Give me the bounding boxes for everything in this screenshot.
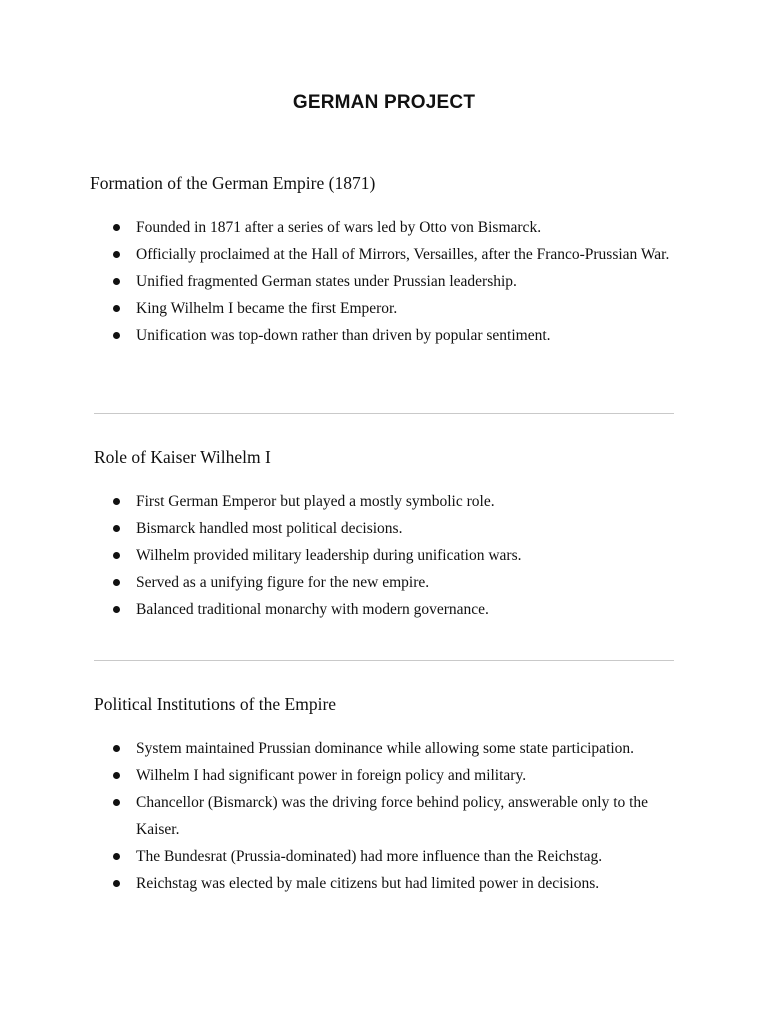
bullet-list [0, 488, 768, 623]
section-formation [0, 172, 768, 349]
section-divider [94, 413, 674, 414]
list-item-text: King Wilhelm I became the first Emperor. [136, 300, 398, 317]
bullet-icon [113, 745, 120, 752]
list-item-text: Chancellor (Bismarck) was the driving force behind policy, answerable only to the Kaiser. [136, 794, 649, 838]
list-item-text: Founded in 1871 after a series of wars led by Otto von Bismarck. [136, 219, 542, 236]
bullet-icon [113, 498, 120, 505]
bullet-icon [113, 772, 120, 779]
list-item [0, 735, 682, 762]
list-item [0, 214, 682, 241]
list-item [0, 569, 682, 596]
bullet-list [0, 214, 768, 349]
list-item-text: Officially proclaimed at the Hall of Mirrors, Versailles, after the Franco-Prussian War. [136, 246, 670, 263]
list-item-text: Unification was top-down rather than driven by popular sentiment. [136, 327, 551, 344]
list-item-text: Served as a unifying figure for the new empire. [136, 574, 430, 591]
bullet-icon [113, 525, 120, 532]
list-item [0, 322, 682, 349]
list-item [0, 762, 682, 789]
section-heading: Formation of the German Empire (1871) [90, 173, 376, 193]
bullet-icon [113, 305, 120, 312]
list-item [0, 596, 682, 623]
list-item [0, 515, 682, 542]
bullet-icon [113, 224, 120, 231]
list-item-text: The Bundesrat (Prussia-dominated) had more influence than the Reichstag. [136, 848, 603, 865]
list-item-text: Balanced traditional monarchy with modern governance. [136, 601, 489, 618]
list-item [0, 295, 682, 322]
bullet-icon [113, 579, 120, 586]
list-item [0, 870, 682, 897]
bullet-icon [113, 853, 120, 860]
section-kaiser-role [0, 446, 768, 623]
section-divider [94, 660, 674, 661]
list-item-text: Wilhelm provided military leadership during unification wars. [136, 547, 522, 564]
bullet-icon [113, 799, 120, 806]
bullet-list [0, 735, 768, 897]
bullet-icon [113, 251, 120, 258]
bullet-icon [113, 552, 120, 559]
list-item-text: First German Emperor but played a mostly symbolic role. [136, 493, 495, 510]
list-item-text: Unified fragmented German states under Prussian leadership. [136, 273, 517, 290]
list-item [0, 268, 682, 295]
list-item [0, 542, 682, 569]
bullet-icon [113, 880, 120, 887]
document-title: GERMAN PROJECT [292, 92, 476, 113]
list-item-text: Wilhelm I had significant power in foreign policy and military. [136, 767, 527, 784]
bullet-icon [113, 332, 120, 339]
bullet-icon [113, 606, 120, 613]
section-heading: Role of Kaiser Wilhelm I [94, 447, 271, 467]
list-item-text: Bismarck handled most political decisions. [136, 520, 403, 537]
list-item [0, 843, 682, 870]
list-item [0, 241, 682, 268]
list-item-text: System maintained Prussian dominance while allowing some state participation. [136, 740, 635, 757]
section-heading: Political Institutions of the Empire [94, 694, 337, 714]
list-item-text: Reichstag was elected by male citizens but had limited power in decisions. [136, 875, 600, 892]
section-political-institutions [0, 693, 768, 897]
bullet-icon [113, 278, 120, 285]
list-item [0, 789, 682, 843]
list-item [0, 488, 682, 515]
